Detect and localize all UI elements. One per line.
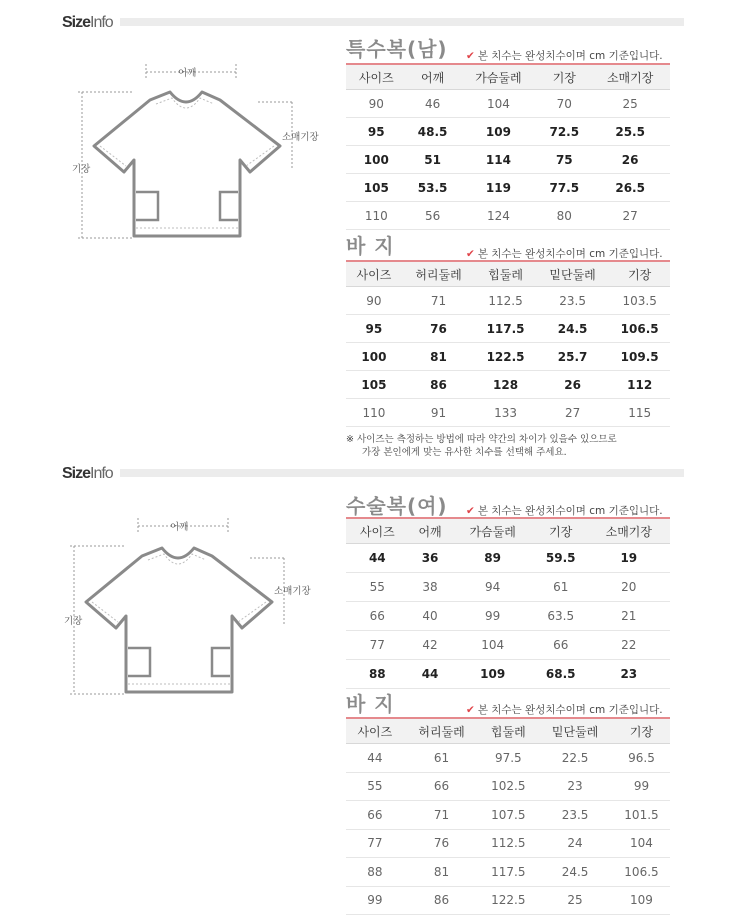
table-cell: 55 xyxy=(346,772,404,801)
table-cell: 19 xyxy=(588,544,670,573)
table-cell: 88 xyxy=(346,660,409,689)
table-cell: 66 xyxy=(404,772,480,801)
size-info-label: SizeInfo xyxy=(62,14,113,31)
table-cell: 25 xyxy=(590,90,670,118)
table-row xyxy=(346,371,670,399)
table-cell: 27 xyxy=(536,399,609,427)
table-cell: 104 xyxy=(459,90,539,118)
table-cell: 97.5 xyxy=(479,744,537,773)
table-cell: 117.5 xyxy=(479,858,537,887)
size-info-header xyxy=(62,14,684,34)
table-cell: 101.5 xyxy=(613,801,670,830)
table-cell: 91 xyxy=(402,399,475,427)
men-pants-note: ✔ 본 치수는 완성치수이며 cm 기준입니다. xyxy=(466,248,663,260)
table-cell: 66 xyxy=(346,801,404,830)
table-cell: 109.5 xyxy=(609,343,670,371)
table-cell: 27 xyxy=(590,202,670,230)
table-cell: 76 xyxy=(402,315,475,343)
men-top-title: 특수복(남) xyxy=(346,37,448,61)
column-header: 어깨 xyxy=(407,64,459,90)
table-row xyxy=(346,146,670,174)
table-row xyxy=(346,602,670,631)
table-row xyxy=(346,772,670,801)
table-row xyxy=(346,573,670,602)
table-cell: 77 xyxy=(346,829,404,858)
column-header: 허리둘레 xyxy=(402,261,475,287)
table-cell: 94 xyxy=(451,573,533,602)
table-cell: 90 xyxy=(346,287,402,315)
table-cell: 81 xyxy=(402,343,475,371)
table-cell: 68.5 xyxy=(534,660,588,689)
women-top-title: 수술복(여) xyxy=(346,494,448,518)
table-cell: 122.5 xyxy=(475,343,536,371)
table-row xyxy=(346,202,670,230)
table-cell: 86 xyxy=(404,886,480,915)
men-top-table xyxy=(346,63,670,230)
table-cell: 26.5 xyxy=(590,174,670,202)
table-row xyxy=(346,744,670,773)
column-header: 소매기장 xyxy=(590,64,670,90)
table-row xyxy=(346,287,670,315)
women-pants-title: 바 지 xyxy=(346,692,395,716)
table-cell: 25 xyxy=(537,886,613,915)
column-header: 사이즈 xyxy=(346,64,407,90)
table-cell: 48.5 xyxy=(407,118,459,146)
table-cell: 107.5 xyxy=(479,801,537,830)
table-cell: 46 xyxy=(407,90,459,118)
women-top-table xyxy=(346,517,670,689)
shirt-diagram xyxy=(62,516,322,706)
sleeve-label: 소매기장 xyxy=(274,586,311,597)
table-row xyxy=(346,829,670,858)
table-cell: 117.5 xyxy=(475,315,536,343)
table-cell: 100 xyxy=(346,146,407,174)
column-header: 기장 xyxy=(534,518,588,544)
table-cell: 81 xyxy=(404,858,480,887)
table-cell: 103.5 xyxy=(609,287,670,315)
column-header: 소매기장 xyxy=(588,518,670,544)
table-cell: 112.5 xyxy=(475,287,536,315)
table-cell: 21 xyxy=(588,602,670,631)
table-cell: 106.5 xyxy=(609,315,670,343)
table-cell: 55 xyxy=(346,573,409,602)
table-cell: 66 xyxy=(346,602,409,631)
header-bar xyxy=(120,18,684,26)
column-header: 사이즈 xyxy=(346,261,402,287)
column-header: 기장 xyxy=(613,718,670,744)
table-cell: 76 xyxy=(404,829,480,858)
table-row xyxy=(346,660,670,689)
table-cell: 44 xyxy=(409,660,452,689)
table-cell: 59.5 xyxy=(534,544,588,573)
table-cell: 96.5 xyxy=(613,744,670,773)
length-label: 기장 xyxy=(64,616,83,627)
shoulder-label: 어깨 xyxy=(170,522,189,533)
table-row xyxy=(346,118,670,146)
table-row xyxy=(346,343,670,371)
size-footnote: ※ 사이즈는 측정하는 방법에 따라 약간의 차이가 있을수 있으므로 가장 본인에게 맞는 유사한 치수를 선택해 주세요. xyxy=(346,434,617,458)
table-cell: 86 xyxy=(402,371,475,399)
table-cell: 114 xyxy=(459,146,539,174)
table-cell: 102.5 xyxy=(479,772,537,801)
table-cell: 128 xyxy=(475,371,536,399)
table-cell: 133 xyxy=(475,399,536,427)
table-cell: 109 xyxy=(451,660,533,689)
table-cell: 38 xyxy=(409,573,452,602)
table-cell: 95 xyxy=(346,118,407,146)
table-cell: 24 xyxy=(537,829,613,858)
sleeve-label: 소매기장 xyxy=(282,132,319,143)
table-cell: 100 xyxy=(346,343,402,371)
table-cell: 26 xyxy=(536,371,609,399)
women-section xyxy=(0,460,750,920)
column-header: 가슴둘레 xyxy=(451,518,533,544)
table-row xyxy=(346,315,670,343)
table-cell: 20 xyxy=(588,573,670,602)
table-cell: 122.5 xyxy=(479,886,537,915)
table-cell: 75 xyxy=(538,146,590,174)
table-cell: 61 xyxy=(404,744,480,773)
women-pants-table xyxy=(346,717,670,915)
table-row xyxy=(346,399,670,427)
column-header: 기장 xyxy=(538,64,590,90)
table-cell: 36 xyxy=(409,544,452,573)
table-cell: 53.5 xyxy=(407,174,459,202)
table-cell: 95 xyxy=(346,315,402,343)
table-cell: 23 xyxy=(537,772,613,801)
column-header: 어깨 xyxy=(409,518,452,544)
table-cell: 70 xyxy=(538,90,590,118)
table-cell: 112 xyxy=(609,371,670,399)
check-icon: ✔ xyxy=(466,505,475,517)
table-row xyxy=(346,801,670,830)
check-icon: ✔ xyxy=(466,248,475,260)
table-cell: 115 xyxy=(609,399,670,427)
table-cell: 109 xyxy=(613,886,670,915)
size-info-header xyxy=(62,465,684,485)
table-cell: 105 xyxy=(346,174,407,202)
size-info-label: SizeInfo xyxy=(62,465,113,482)
column-header: 힙둘레 xyxy=(475,261,536,287)
table-cell: 112.5 xyxy=(479,829,537,858)
column-header: 사이즈 xyxy=(346,518,409,544)
column-header: 사이즈 xyxy=(346,718,404,744)
men-top-note: ✔ 본 치수는 완성치수이며 cm 기준입니다. xyxy=(466,50,663,62)
check-icon: ✔ xyxy=(466,50,475,62)
table-cell: 25.7 xyxy=(536,343,609,371)
table-cell: 88 xyxy=(346,858,404,887)
table-cell: 24.5 xyxy=(536,315,609,343)
table-cell: 25.5 xyxy=(590,118,670,146)
table-cell: 80 xyxy=(538,202,590,230)
column-header: 밑단둘레 xyxy=(536,261,609,287)
column-header: 밑단둘레 xyxy=(537,718,613,744)
table-row xyxy=(346,544,670,573)
table-cell: 24.5 xyxy=(537,858,613,887)
table-cell: 22.5 xyxy=(537,744,613,773)
table-cell: 124 xyxy=(459,202,539,230)
shoulder-label: 어깨 xyxy=(178,68,197,79)
table-cell: 56 xyxy=(407,202,459,230)
table-cell: 99 xyxy=(346,886,404,915)
table-cell: 99 xyxy=(451,602,533,631)
table-cell: 71 xyxy=(404,801,480,830)
table-cell: 104 xyxy=(613,829,670,858)
column-header: 허리둘레 xyxy=(404,718,480,744)
table-cell: 77 xyxy=(346,631,409,660)
table-cell: 40 xyxy=(409,602,452,631)
table-cell: 110 xyxy=(346,399,402,427)
table-cell: 109 xyxy=(459,118,539,146)
table-cell: 63.5 xyxy=(534,602,588,631)
table-cell: 26 xyxy=(590,146,670,174)
table-cell: 105 xyxy=(346,371,402,399)
table-cell: 110 xyxy=(346,202,407,230)
table-cell: 77.5 xyxy=(538,174,590,202)
table-cell: 66 xyxy=(534,631,588,660)
column-header: 가슴둘레 xyxy=(459,64,539,90)
men-pants-title: 바 지 xyxy=(346,234,395,258)
table-cell: 71 xyxy=(402,287,475,315)
women-top-note: ✔ 본 치수는 완성치수이며 cm 기준입니다. xyxy=(466,505,663,517)
table-row xyxy=(346,631,670,660)
length-label: 기장 xyxy=(72,164,91,175)
column-header: 힙둘레 xyxy=(479,718,537,744)
women-pants-note: ✔ 본 치수는 완성치수이며 cm 기준입니다. xyxy=(466,704,663,716)
table-cell: 23.5 xyxy=(536,287,609,315)
table-row xyxy=(346,174,670,202)
table-cell: 23.5 xyxy=(537,801,613,830)
table-cell: 44 xyxy=(346,744,404,773)
table-cell: 61 xyxy=(534,573,588,602)
table-cell: 22 xyxy=(588,631,670,660)
men-pants-table xyxy=(346,260,670,427)
table-cell: 44 xyxy=(346,544,409,573)
table-cell: 99 xyxy=(613,772,670,801)
table-cell: 51 xyxy=(407,146,459,174)
table-row xyxy=(346,858,670,887)
table-row xyxy=(346,886,670,915)
column-header: 기장 xyxy=(609,261,670,287)
table-cell: 42 xyxy=(409,631,452,660)
table-cell: 119 xyxy=(459,174,539,202)
table-cell: 106.5 xyxy=(613,858,670,887)
table-cell: 72.5 xyxy=(538,118,590,146)
table-cell: 90 xyxy=(346,90,407,118)
table-row xyxy=(346,90,670,118)
table-cell: 89 xyxy=(451,544,533,573)
shirt-diagram xyxy=(70,60,330,250)
table-cell: 104 xyxy=(451,631,533,660)
table-cell: 23 xyxy=(588,660,670,689)
check-icon: ✔ xyxy=(466,704,475,716)
header-bar xyxy=(120,469,684,477)
